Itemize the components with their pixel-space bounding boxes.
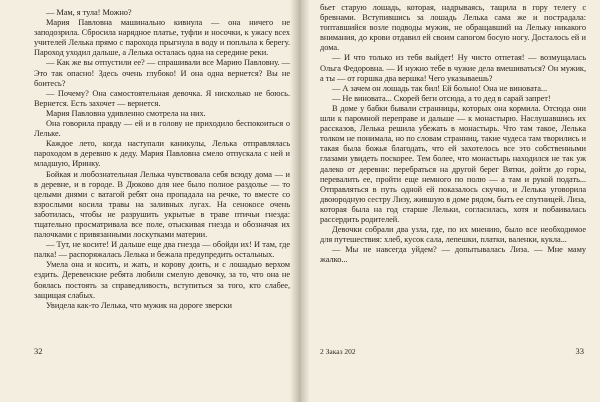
printer-signature: 2 Заказ 202 xyxy=(320,347,356,356)
left-paragraph-11: Увидела как-то Лелька, что мужик на дороге зверски xyxy=(46,300,232,310)
left-paragraph-9: — Тут, не косите! И дальше еще два гнезда — обойди их! И там, где палка! — распоряжалась Лелька и бежала предупредить остальных. xyxy=(34,240,290,260)
left-paragraph-8: Бойкая и любознательная Лелька чувствовала себя всюду дома — и в деревне, и в городе. В Дюково для нее было полное раздолье — то целыми днями с ватагой ребят она пропадала на речке, то вместе со взрослыми косила травы на заливных лугах. На сенокосе очень заботилась, чтобы не разрушить укрытые в траве птичьи гнезда: тщательно просматривала все поле, отыскивая гнезда и обозначая их палочками с привязанными лоскутками материи. xyxy=(34,169,290,240)
left-paragraph-4: — Почему? Она самостоятельная девочка. Я нисколько не боюсь. Вернется. Есть захочет — вернется. xyxy=(34,88,290,108)
right-page xyxy=(300,0,600,402)
left-paragraph-10: Умела она и косить, и жать, и корову доить, и с лошадью верхом ездить. Деревенские ребята любили смелую девочку, за то, что она не боялась постоять за справедливость, вступиться за того, кто слабее, защищая слабых. xyxy=(34,260,290,300)
right-paragraph-4: — Не виновата... Скорей беги отсюда, а то дед в сарай запрет! xyxy=(332,93,551,103)
left-paragraph-1: — Мам, я тула! Можно? xyxy=(46,8,132,17)
left-paragraph-5: Мария Павловна удивленно смотрела на них. xyxy=(46,108,206,118)
right-page-number: 33 xyxy=(575,346,584,356)
right-paragraph-1: бьет старую лошадь, которая, надрываясь, тащила в гору телегу с бревнами. Вступившись за лошадь Лелька сама же и пострадала: топтавшийся возле подводы мужик, не обращавший на Лельку никакого внимания, до крови отдавил ей своим сапогом босую ногу. Досталось ей и дома. xyxy=(320,3,586,53)
right-paragraph-3: — А зачем он лошадь так бил! Ей больно! Она не виновата... xyxy=(332,83,548,93)
right-paragraph-2: — И что только из тебя выйдет! Ну чисто отпетая! — возмущалась Ольга Федоровна. — И нужно тебе в чужие дела вмешиваться? Он мужик, а ты — от горшка два вершка! Чего указываешь? xyxy=(320,53,586,83)
right-paragraph-5: В доме у бабки бывали странницы, которых она кормила. Отсюда они шли к паромной переправе и дальше — к монастырю. Наслушавшись их рассказов, Лелька решила убежать в монастырь. Что там такое, Лелька толком не понимала, но по словам странниц, такие чудеса там творились и такая была божья благодать, что ей захотелось все это собственными глазами увидеть поскорее. Тем более, что монастырь находился не так уж далеко от деревни: перебраться на другой берег Вятки, дойти до горы, перевалить ее, пройти еще немного по полю — а там и рукой подать... Отправляться в путь одной ей показалось скучно, и Лелька уговорила двоюродную сестру Лизу, жившую в доме рядом, быть ее спутницей. Лиза, которая была на год старше Лельки, согласилась, хотя и побаивалась рассердить родителей. xyxy=(320,103,586,224)
left-paragraph-7: Каждое лето, когда наступали каникулы, Лелька отправлялась пароходом в деревню к деду. Мария Павловна смело отпускала с ней и младшую, Иринку. xyxy=(34,139,290,169)
left-paragraph-3: — Как же вы отпустили ее? — спрашивали все Марию Павловну. — Это так опасно! Здесь очень глубоко! И она одна вернется? Вы не боитесь? xyxy=(34,58,290,88)
right-paragraph-7: — Мы не навсегда уйдем? — допытывалась Лиза. — Мне маму жалко... xyxy=(320,245,586,265)
left-page-number: 32 xyxy=(34,346,43,356)
left-paragraph-6: Она говорила правду — ей и в голову не приходило беспокоиться о Лельке. xyxy=(34,119,290,139)
left-paragraph-2: Мария Павловна машинально кивнула — она ничего не заподозрила. Сбросила нарядное платье, туфли и носочки, к ужасу всех учителей Лелька прямо с парохода прыгнула в воду и поплыла к берегу. Пароход уходил дальше, а Лелька осталась одна на середине реки. xyxy=(34,18,290,58)
right-paragraph-6: Девочки собрали два узла, где, по их мнению, было все необходимое для путешествия: хлеб, кусок сала, лепешки, платки, валенки, кукла... xyxy=(320,225,586,245)
